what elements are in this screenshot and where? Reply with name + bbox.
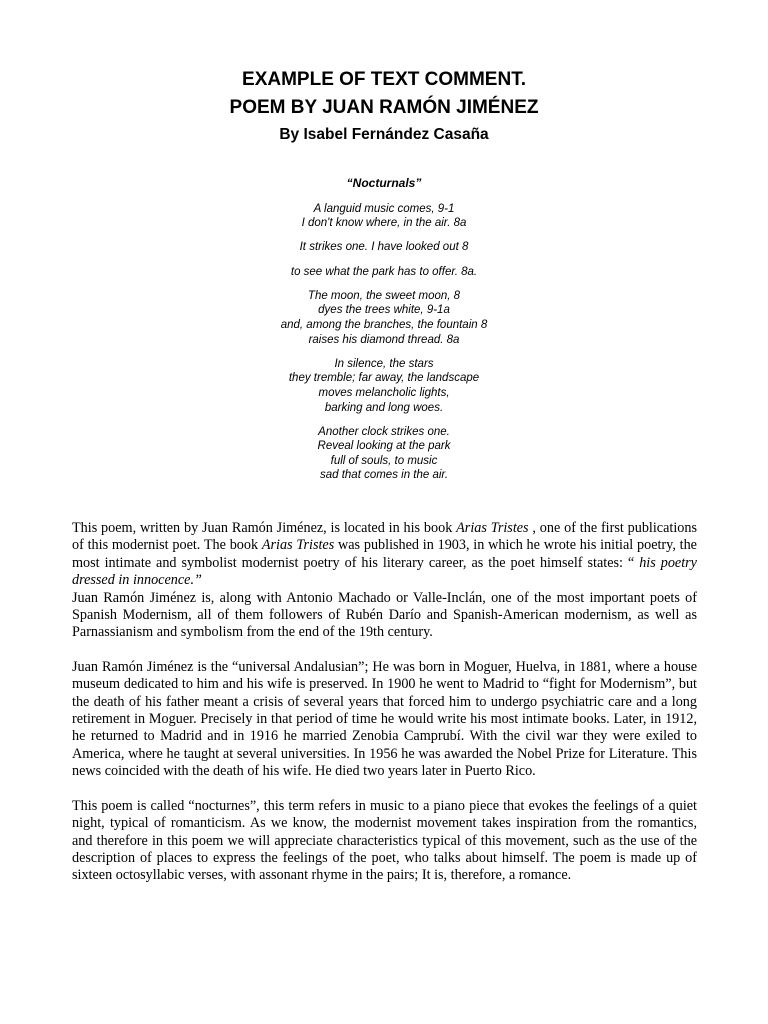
poem-verse: dyes the trees white, 9-1a — [318, 304, 450, 317]
poem-stanza — [0, 202, 768, 231]
poem-verse: barking and long woes. — [324, 401, 444, 414]
poem-stanza — [0, 425, 768, 483]
essay-body — [72, 520, 697, 902]
poem-verse: and, among the branches, the fountain 8 — [280, 318, 488, 331]
poem-stanza — [0, 357, 768, 415]
essay-p1-text-d: Juan Ramón Jiménez is, along with Antonio Machado or Valle-Inclán, one of the most important poets of Spanish Modernism, all of them followers of Rubén Darío and Spanish-American modernism, as well as Parnassianism and symbolism from the end of the 19th century. — [72, 589, 697, 641]
poem-stanza — [0, 289, 768, 347]
poem-verse: A languid music comes, 9-1 — [313, 202, 455, 215]
poem-verse: full of souls, to music — [330, 454, 438, 467]
poem-verse: sad that comes in the air. — [319, 469, 449, 482]
poem-verse: In silence, the stars — [334, 357, 434, 370]
poem-stanza — [0, 240, 768, 255]
document-title-line-1: EXAMPLE OF TEXT COMMENT. — [242, 69, 526, 90]
poem-verse: Reveal looking at the park — [317, 440, 451, 453]
poem-stanzas — [0, 202, 768, 483]
poem-verse: The moon, the sweet moon, 8 — [307, 289, 461, 302]
essay-paragraph-3: This poem is called “nocturnes”, this term refers in music to a piano piece that evokes the feelings of a quiet night, typical of romanticism. As we know, the modernist movement takes inspiration from the romantics, and therefore in this poem we will appreciate characteristics typical of this movement, such as the use of the description of places to express the feelings of the poet, who talks about himself. The poem is made up of sixteen octosyllabic verses, with assonant rhyme in the pairs; It is, therefore, a romance. — [72, 797, 697, 884]
poem-stanza — [0, 265, 768, 280]
poem-verse: raises his diamond thread. 8a — [308, 333, 460, 346]
essay-p1-text-b: , one of the first publications of this modernist poet. The book — [72, 520, 697, 554]
poem-verse: they tremble; far away, the landscape — [288, 372, 480, 385]
book-title-arias-tristes: Arias Tristes — [456, 520, 529, 536]
essay-p1-text-c: was published in 1903, in which he wrote his initial poetry, the most intimate and symbolist modernist poetry of his literary career, as the poet himself states: “ — [72, 537, 697, 571]
document-title-line-2: POEM BY JUAN RAMÓN JIMÉNEZ — [229, 97, 539, 118]
essay-p1-quote: his poetry dressed in innocence.” — [72, 554, 697, 589]
book-title-arias-tristes-2: Arias Tristes — [261, 537, 335, 554]
essay-paragraph-2: Juan Ramón Jiménez is the “universal Andalusian”; He was born in Moguer, Huelva, in 1881, where a house museum dedicated to him and his wife is preserved. In 1900 he went to Madrid to “fight for Modernism”, but the death of his father meant a crisis of several years that forced him to undergo psychiatric care and a long retirement in Moguer. Precisely in that period of time he would write his most intimate books. Later, in 1912, he returned to Madrid and in 1916 he married Zenobia Camprubí. With the civil war they were exiled to America, where he taught at several universities. In 1956 he was awarded the Nobel Prize for Literature. This news coincided with the death of his wife. He died two years later in Puerto Rico. — [72, 658, 697, 780]
poem-verse: Another clock strikes one. — [318, 425, 450, 438]
document-author: By Isabel Fernández Casaña — [279, 126, 489, 143]
poem-verse: to see what the park has to offer. 8a. — [290, 265, 478, 278]
poem-verse: It strikes one. I have looked out 8 — [299, 241, 469, 254]
essay-paragraph-1 — [72, 520, 697, 642]
poem-title: “Nocturnals” — [346, 176, 422, 190]
poem — [0, 176, 768, 493]
essay-p1-text-a: This poem, written by Juan Ramón Jiménez, is located in his book — [72, 520, 457, 536]
poem-verse: moves melancholic lights, — [318, 386, 450, 399]
poem-verse: I don't know where, in the air. 8a — [301, 217, 467, 230]
